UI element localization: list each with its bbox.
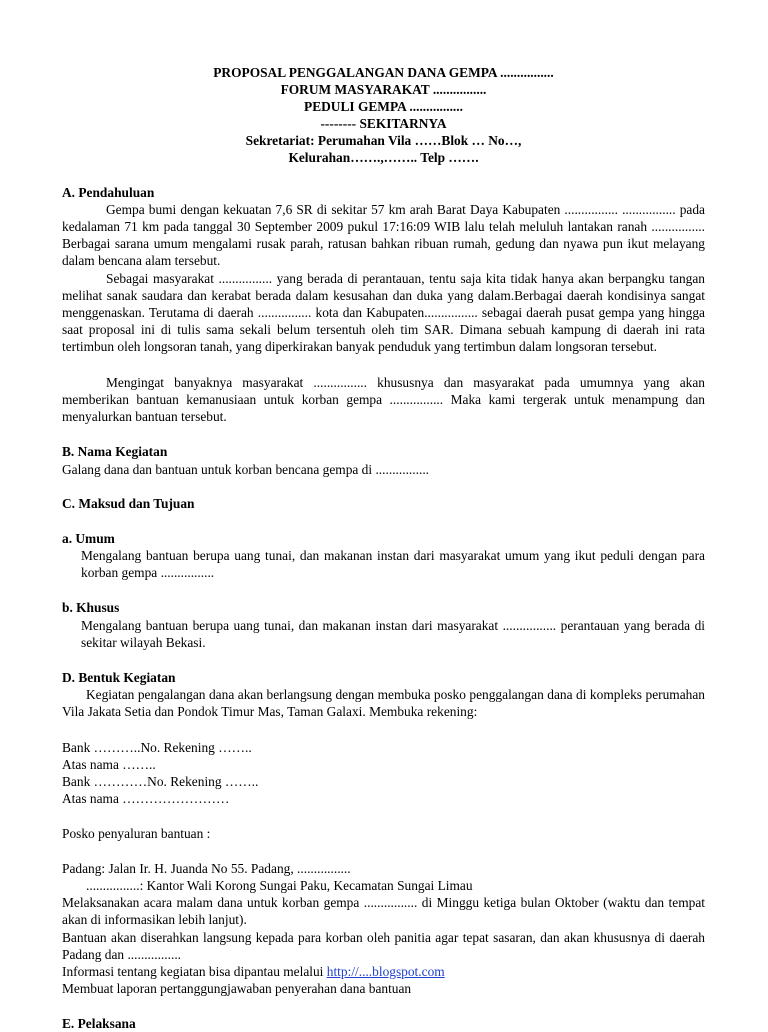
section-c-heading: C. Maksud dan Tujuan xyxy=(62,496,195,511)
sekitarnya-title: -------- SEKITARNYA xyxy=(320,116,447,131)
section-b-text: Galang dana dan bantuan untuk korban bencana gempa di ................ xyxy=(62,462,430,477)
kelurahan-phone: Kelurahan…….,…….. Telp ……. xyxy=(288,150,479,165)
section-d-intro: Kegiatan pengalangan dana akan berlangsung dengan membuka posko penggalangan dana di kompleks perumahan Vila Jakata Setia dan Pondok Timur Mas, Taman Galaxi. Membuka rekening: xyxy=(62,687,705,719)
secretariat-address: Sekretariat: Perumahan Vila ……Blok … No…, xyxy=(245,133,522,148)
posko-padang: Padang: Jalan Ir. H. Juanda No 55. Padang, ................ xyxy=(62,861,351,876)
bank-line-1: Bank ………..No. Rekening …….. xyxy=(62,740,252,755)
penyerahan-text: Bantuan akan diserahkan langsung kepada para korban oleh panitia agar tepat sasaran, dan akan khususnya di daerah Padang dan ................ xyxy=(62,930,705,962)
account-name-2: Atas nama …………………… xyxy=(62,791,230,806)
posko-kantor: ................: Kantor Wali Korong Sungai Paku, Kecamatan Sungai Limau xyxy=(86,878,473,893)
section-a-paragraph-1: Gempa bumi dengan kekuatan 7,6 SR di sekitar 57 km arah Barat Daya Kabupaten ................ ................ pada kedalaman 71 km pada tanggal 30 September 2009 pukul 17:16:09 WIB lalu telah meluluh lantakan ranah ................ Berbagai sarana umum mengalami rusak parah, ratusan bahkan ribuan rumah, gedung dan nyawa pun ikut melayang dalam bencana alam tersebut. xyxy=(62,202,705,268)
forum-title: FORUM MASYARAKAT ................ xyxy=(280,82,487,97)
section-c-b-heading: b. Khusus xyxy=(62,600,120,615)
section-a-heading: A. Pendahuluan xyxy=(62,185,155,200)
peduli-title: PEDULI GEMPA ................ xyxy=(304,99,463,114)
section-c-a-heading: a. Umum xyxy=(62,531,115,546)
section-a-paragraph-2: Sebagai masyarakat ................ yang berada di perantauan, tentu saja kita tidak hanya akan berpangku tangan melihat sanak saudara dan kerabat berada dalam kesusahan dan duka yang dalam.Berbagai daerah kondisinya sangat menggenaskan. Terutama di daerah ................ kota dan Kabupaten................ sebagai daerah pusat gempa yang hingga saat proposal ini di tulis sama sekali belum tersentuh oleh tim SAR. Dimana sebuah kampung di daerah ini rata tertimbun oleh longsoran tanah, yang diperkirakan banyak penduduk yang tertimbun dalam longsoran tersebut. xyxy=(62,271,705,354)
bank-line-2: Bank …………No. Rekening …….. xyxy=(62,774,259,789)
info-prefix: Informasi tentang kegiatan bisa dipantau melalui xyxy=(62,964,327,979)
posko-heading: Posko penyaluran bantuan : xyxy=(62,826,211,841)
malam-dana-text: Melaksanakan acara malam dana untuk korban gempa ................ di Minggu ketiga bulan Oktober (waktu dan tempat akan di informasikan lebih lanjut). xyxy=(62,895,705,927)
section-a-paragraph-3: Mengingat banyaknya masyarakat ................ khususnya dan masyarakat pada umumnya yang akan memberikan bantuan kemanusiaan untuk korban gempa ................ Maka kami tergerak untuk menampung dan menyalurkan bantuan tersebut. xyxy=(62,375,705,424)
proposal-title: PROPOSAL PENGGALANGAN DANA GEMPA ................ xyxy=(213,65,554,80)
info-line xyxy=(62,963,705,980)
section-d-heading: D. Bentuk Kegiatan xyxy=(62,670,176,685)
account-name-1: Atas nama …….. xyxy=(62,757,156,772)
section-e-heading: E. Pelaksana xyxy=(62,1016,136,1031)
laporan-text: Membuat laporan pertanggungjawaban penyerahan dana bantuan xyxy=(62,981,412,996)
section-c-b-text: Mengalang bantuan berupa uang tunai, dan makanan instan dari masyarakat ................ perantauan yang berada di sekitar wilayah Bekasi. xyxy=(81,618,705,650)
section-b-heading: B. Nama Kegiatan xyxy=(62,444,168,459)
blog-link[interactable]: http://....blogspot.com xyxy=(326,964,445,979)
section-c-a-text: Mengalang bantuan berupa uang tunai, dan makanan instan dari masyarakat umum yang ikut peduli dengan para korban gempa ................ xyxy=(81,548,705,580)
